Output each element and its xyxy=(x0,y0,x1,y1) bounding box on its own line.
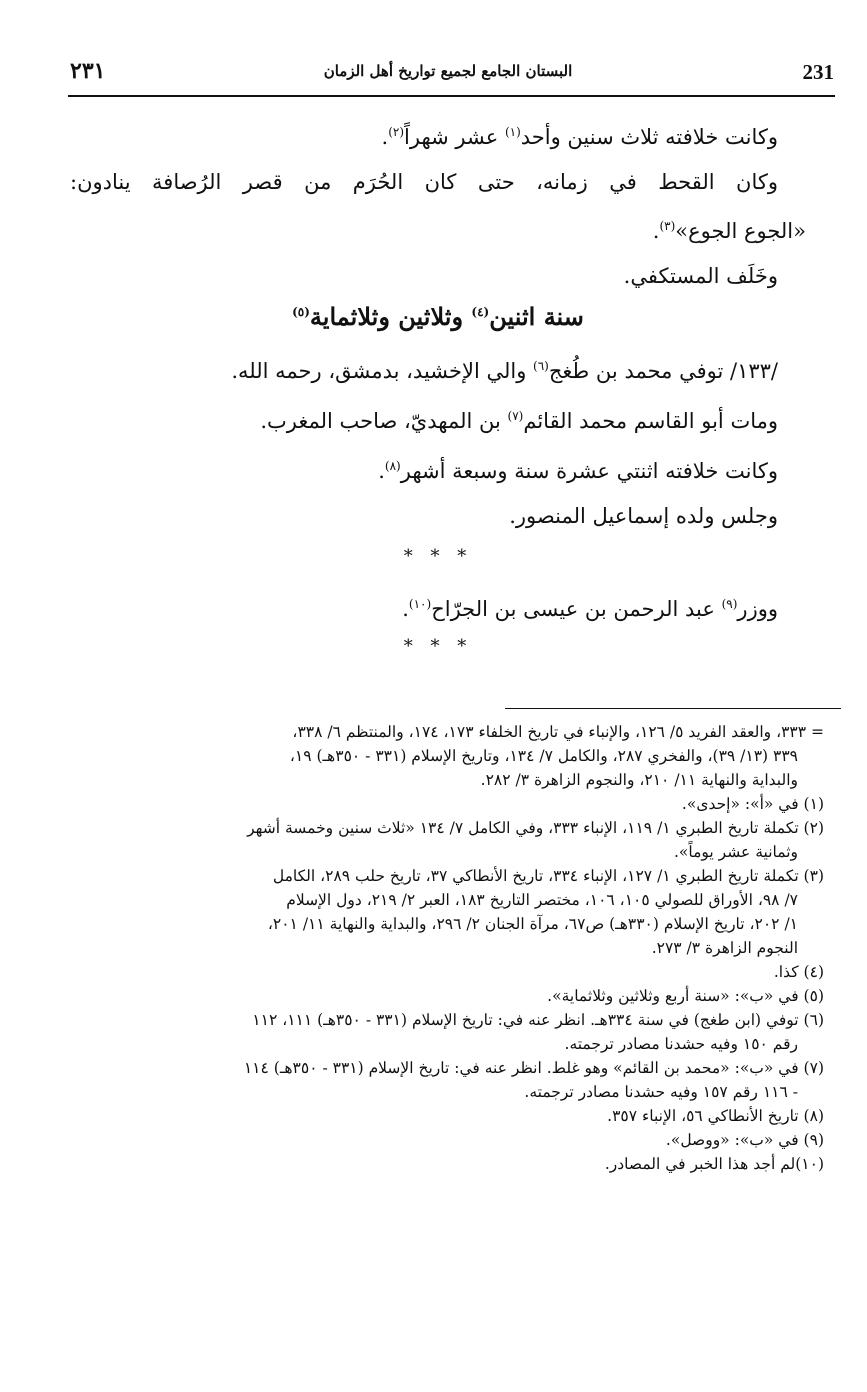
footnote-line: وثمانية عشر يوماً». xyxy=(673,843,798,861)
paragraph-6 xyxy=(70,452,806,502)
text: بن المهديّ، صاحب المغرب. xyxy=(260,409,508,433)
footnote-2 xyxy=(62,816,824,864)
text: وثلاثين وثلاثماية xyxy=(309,302,472,331)
text: . xyxy=(378,459,385,483)
header-rule xyxy=(68,95,835,97)
text: سنة اثنين xyxy=(489,302,584,331)
paragraph-1 xyxy=(70,118,806,168)
footnote-line: رقم ١٥٠ وفيه حشدنا مصادر ترجمته. xyxy=(564,1035,798,1053)
paragraph-4 xyxy=(70,352,806,402)
text: عبد الرحمن بن عيسى بن الجرّاح xyxy=(431,597,722,621)
footnote-8: (٨) تاريخ الأنطاكي ٥٦، الإنباء ٣٥٧. xyxy=(607,1107,824,1125)
footnote-3 xyxy=(62,864,824,960)
text: والي الإخشيد، بدمشق، رحمه الله. xyxy=(231,359,534,383)
footnote-ref: (٨) xyxy=(384,459,401,473)
text: . xyxy=(381,125,389,149)
quote: «الجوع الجوع» xyxy=(675,219,806,243)
text: /١٣٣/ توفي محمد بن طُغج xyxy=(548,359,778,383)
separator-stars: * * * xyxy=(403,636,473,657)
footnote-ref: (١) xyxy=(504,125,521,139)
footnote-ref: (٦) xyxy=(533,359,549,373)
text: عشر شهراً xyxy=(404,125,505,149)
separator-stars: * * * xyxy=(403,546,473,567)
footnote-1: (١) في «أ»: «إحدى». xyxy=(681,795,824,813)
text: . xyxy=(652,219,660,243)
paragraph-2-line-2 xyxy=(70,212,806,262)
page-number-arabic: ٢٣١ xyxy=(70,58,106,84)
footnote-line: - ١١٦ رقم ١٥٧ وفيه حشدنا مصادر ترجمته. xyxy=(524,1083,798,1101)
footnote-ref: (١٠) xyxy=(408,597,432,611)
text: وكانت خلافته ثلاث سنين وأحد xyxy=(520,125,778,149)
text: ومات أبو القاسم محمد القائم xyxy=(523,409,778,433)
footnote-line: (٣) تكملة تاريخ الطبري ١/ ١٢٧، الإنباء ٣٣٤، تاريخ الأنطاكي ٣٧، تاريخ حلب ٢٨٩، الكامل xyxy=(272,867,824,885)
footnote-rule xyxy=(505,708,841,709)
footnote-ref: (٤) xyxy=(471,305,490,319)
footnote-9: (٩) في «ب»: «ووصل». xyxy=(665,1131,824,1149)
footnote-continuation xyxy=(62,720,824,792)
paragraph-2-line-1: وكان القحط في زمانه، حتى كان الحُرَم من قصر الرُصافة ينادون: xyxy=(70,170,778,194)
footnote-line: ٣٣٩ (١٣/ ٣٩)، والفخري ٢٨٧، والكامل ٧/ ١٣٤، وتاريخ الإسلام (٣٣١ - ٣٥٠هـ) ١٩، xyxy=(289,747,798,765)
footnote-ref: (٢) xyxy=(388,125,405,139)
year-heading xyxy=(70,302,806,352)
paragraph-5 xyxy=(70,402,806,452)
footnote-line: والبداية والنهاية ١١/ ٢١٠، والنجوم الزاهرة ٣/ ٢٨٢. xyxy=(480,771,798,789)
footnote-6 xyxy=(62,1008,824,1056)
footnote-5: (٥) في «ب»: «سنة أربع وثلاثين وثلاثماية». xyxy=(547,987,824,1005)
running-title: البستان الجامع لجميع تواريخ أهل الزمان xyxy=(323,62,573,80)
text: وكانت خلافته اثنتي عشرة سنة وسبعة أشهر xyxy=(400,459,778,483)
footnote-10: (١٠)لم أجد هذا الخبر في المصادر. xyxy=(604,1155,824,1173)
footnote-line: = ٣٣٣، والعقد الفريد ٥/ ١٢٦، والإنباء في تاريخ الخلفاء ١٧٣، ١٧٤، والمنتظم ٦/ ٣٣٨، xyxy=(292,723,824,741)
footnote-line: (٢) تكملة تاريخ الطبري ١/ ١١٩، الإنباء ٣٣٣، وفي الكامل ٧/ ١٣٤ «ثلاث سنين وخمسة أشهر xyxy=(247,819,824,837)
footnote-line: (٦) توفي (ابن طغج) في سنة ٣٣٤هـ. انظر عنه في: تاريخ الإسلام (٣٣١ - ٣٥٠هـ) ١١١، ١١٢ xyxy=(252,1011,824,1029)
footnote-ref: (٣) xyxy=(659,219,676,233)
paragraph-8 xyxy=(70,590,806,636)
page-number-latin: 231 xyxy=(802,60,834,84)
footnote-7 xyxy=(62,1056,824,1104)
text: . xyxy=(402,597,409,621)
text: ووزر xyxy=(737,597,778,621)
footnote-ref: (٧) xyxy=(507,409,524,423)
page-header xyxy=(62,58,834,94)
paragraph-7: وجلس ولده إسماعيل المنصور. xyxy=(509,504,778,528)
footnotes xyxy=(62,720,824,1176)
main-text xyxy=(70,118,806,657)
footnote-line: النجوم الزاهرة ٣/ ٢٧٣. xyxy=(651,939,798,957)
footnote-line: ٧/ ٩٨، الأوراق للصولي ١٠٥، ١٠٦، مختصر التاريخ ١٨٣، العبر ٢/ ٢١٩، دول الإسلام xyxy=(286,891,798,909)
paragraph-3: وخَلَف المستكفي. xyxy=(623,264,778,288)
footnote-ref: (٥) xyxy=(292,305,310,319)
footnote-line: ١/ ٢٠٢، تاريخ الإسلام (٣٣٠هـ) ص٦٧، مرآة الجنان ٢/ ٢٩٦، والبداية والنهاية ١١/ ٢٠١، xyxy=(267,915,798,933)
footnote-ref: (٩) xyxy=(721,597,738,611)
footnote-4: (٤) كذا. xyxy=(773,963,824,981)
footnote-line: (٧) في «ب»: «محمد بن القائم» وهو غلط. انظر عنه في: تاريخ الإسلام (٣٣١ - ٣٥٠هـ) ١١٤ xyxy=(243,1059,824,1077)
